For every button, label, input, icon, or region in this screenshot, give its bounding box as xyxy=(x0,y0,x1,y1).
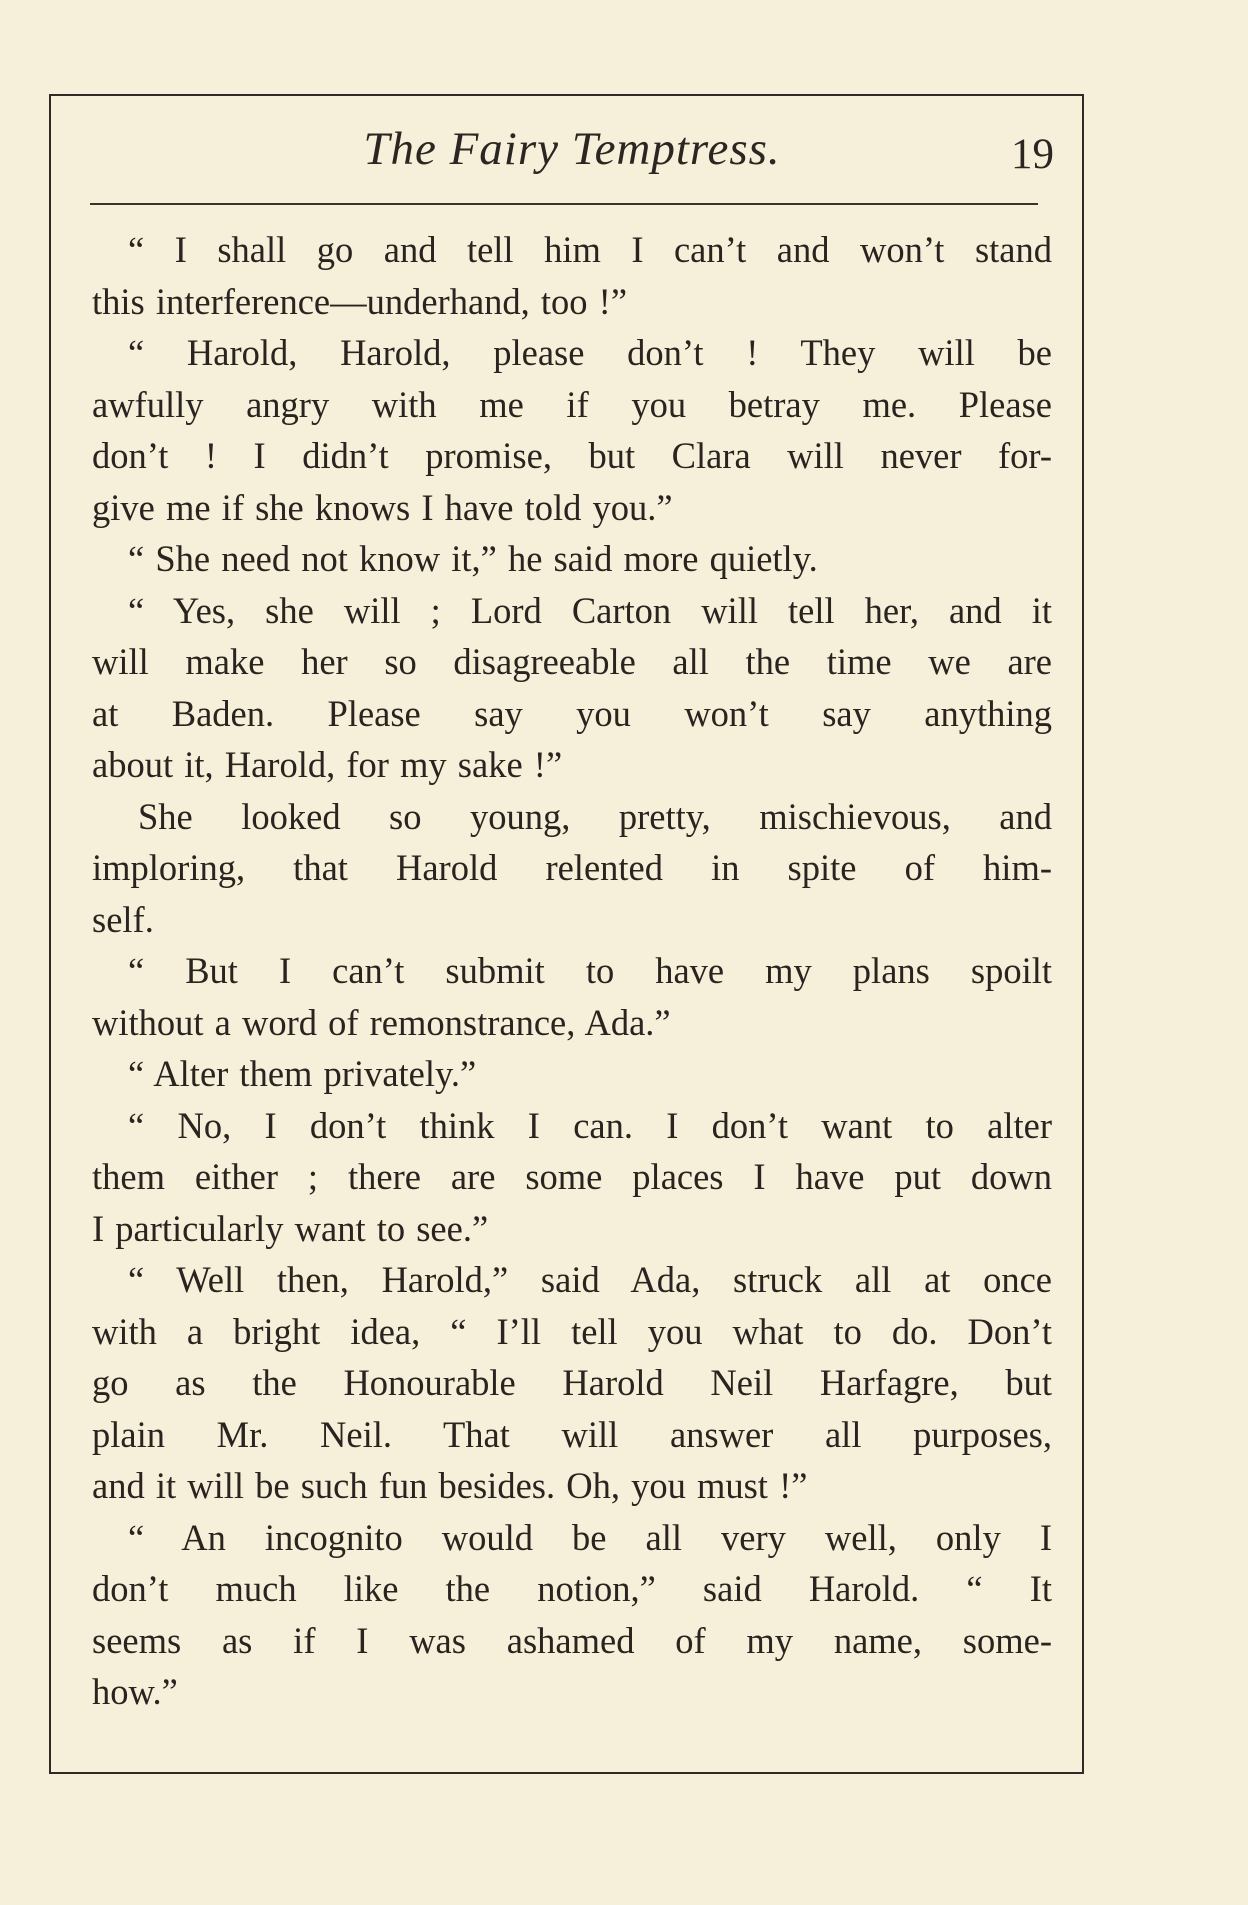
text-line: without a word of remonstrance, Ada.” xyxy=(92,1001,671,1043)
text-line: plain Mr. Neil. That will answer all purposes, xyxy=(92,1413,1052,1455)
text-line: I particularly want to see.” xyxy=(92,1207,489,1249)
text-line: seems as if I was ashamed of my name, some- xyxy=(92,1619,1052,1661)
text-line: this interference—underhand, too !” xyxy=(92,280,628,322)
page-header xyxy=(90,122,1054,192)
text-line: them either ; there are some places I have put down xyxy=(92,1156,1052,1197)
text-line: will make her so disagreeable all the time we are xyxy=(92,641,1052,682)
body-text xyxy=(92,224,1052,1718)
text-line: self. xyxy=(92,898,154,940)
text-line: at Baden. Please say you won’t say anything xyxy=(92,692,1052,734)
text-line: awfully angry with me if you betray me. Please xyxy=(92,383,1052,425)
text-line: “ No, I don’t think I can. I don’t want to alter xyxy=(128,1104,1052,1146)
text-line: about it, Harold, for my sake !” xyxy=(92,744,563,785)
text-line: “ Harold, Harold, please don’t ! They will be xyxy=(128,332,1052,373)
text-line: “ Alter them privately.” xyxy=(128,1053,477,1094)
text-line: how.” xyxy=(92,1671,178,1712)
text-line: with a bright idea, “ I’ll tell you what to do. Don’t xyxy=(92,1310,1052,1352)
text-line: go as the Honourable Harold Neil Harfagre, but xyxy=(92,1362,1052,1403)
text-line: “ But I can’t submit to have my plans spoilt xyxy=(128,950,1052,991)
text-line: “ Yes, she will ; Lord Carton will tell her, and it xyxy=(128,589,1052,631)
text-line: don’t much like the notion,” said Harold. “ It xyxy=(92,1568,1052,1609)
text-line: She looked so young, pretty, mischievous, and xyxy=(138,795,1052,837)
text-line: “ An incognito would be all very well, only I xyxy=(128,1516,1052,1558)
running-title: The Fairy Temptress. xyxy=(363,123,781,175)
text-line: “ Well then, Harold,” said Ada, struck all at once xyxy=(128,1259,1052,1300)
text-line: give me if she knows I have told you.” xyxy=(92,486,673,528)
text-line: and it will be such fun besides. Oh, you must !” xyxy=(92,1465,808,1506)
text-line: “ She need not know it,” he said more quietly. xyxy=(128,538,818,579)
page-number: 19 xyxy=(1011,131,1054,178)
header-rule xyxy=(90,203,1038,205)
text-line: imploring, that Harold relented in spite of him- xyxy=(92,847,1052,888)
text-line: “ I shall go and tell him I can’t and won’t stand xyxy=(128,229,1052,270)
text-line: don’t ! I didn’t promise, but Clara will never for- xyxy=(92,435,1052,476)
